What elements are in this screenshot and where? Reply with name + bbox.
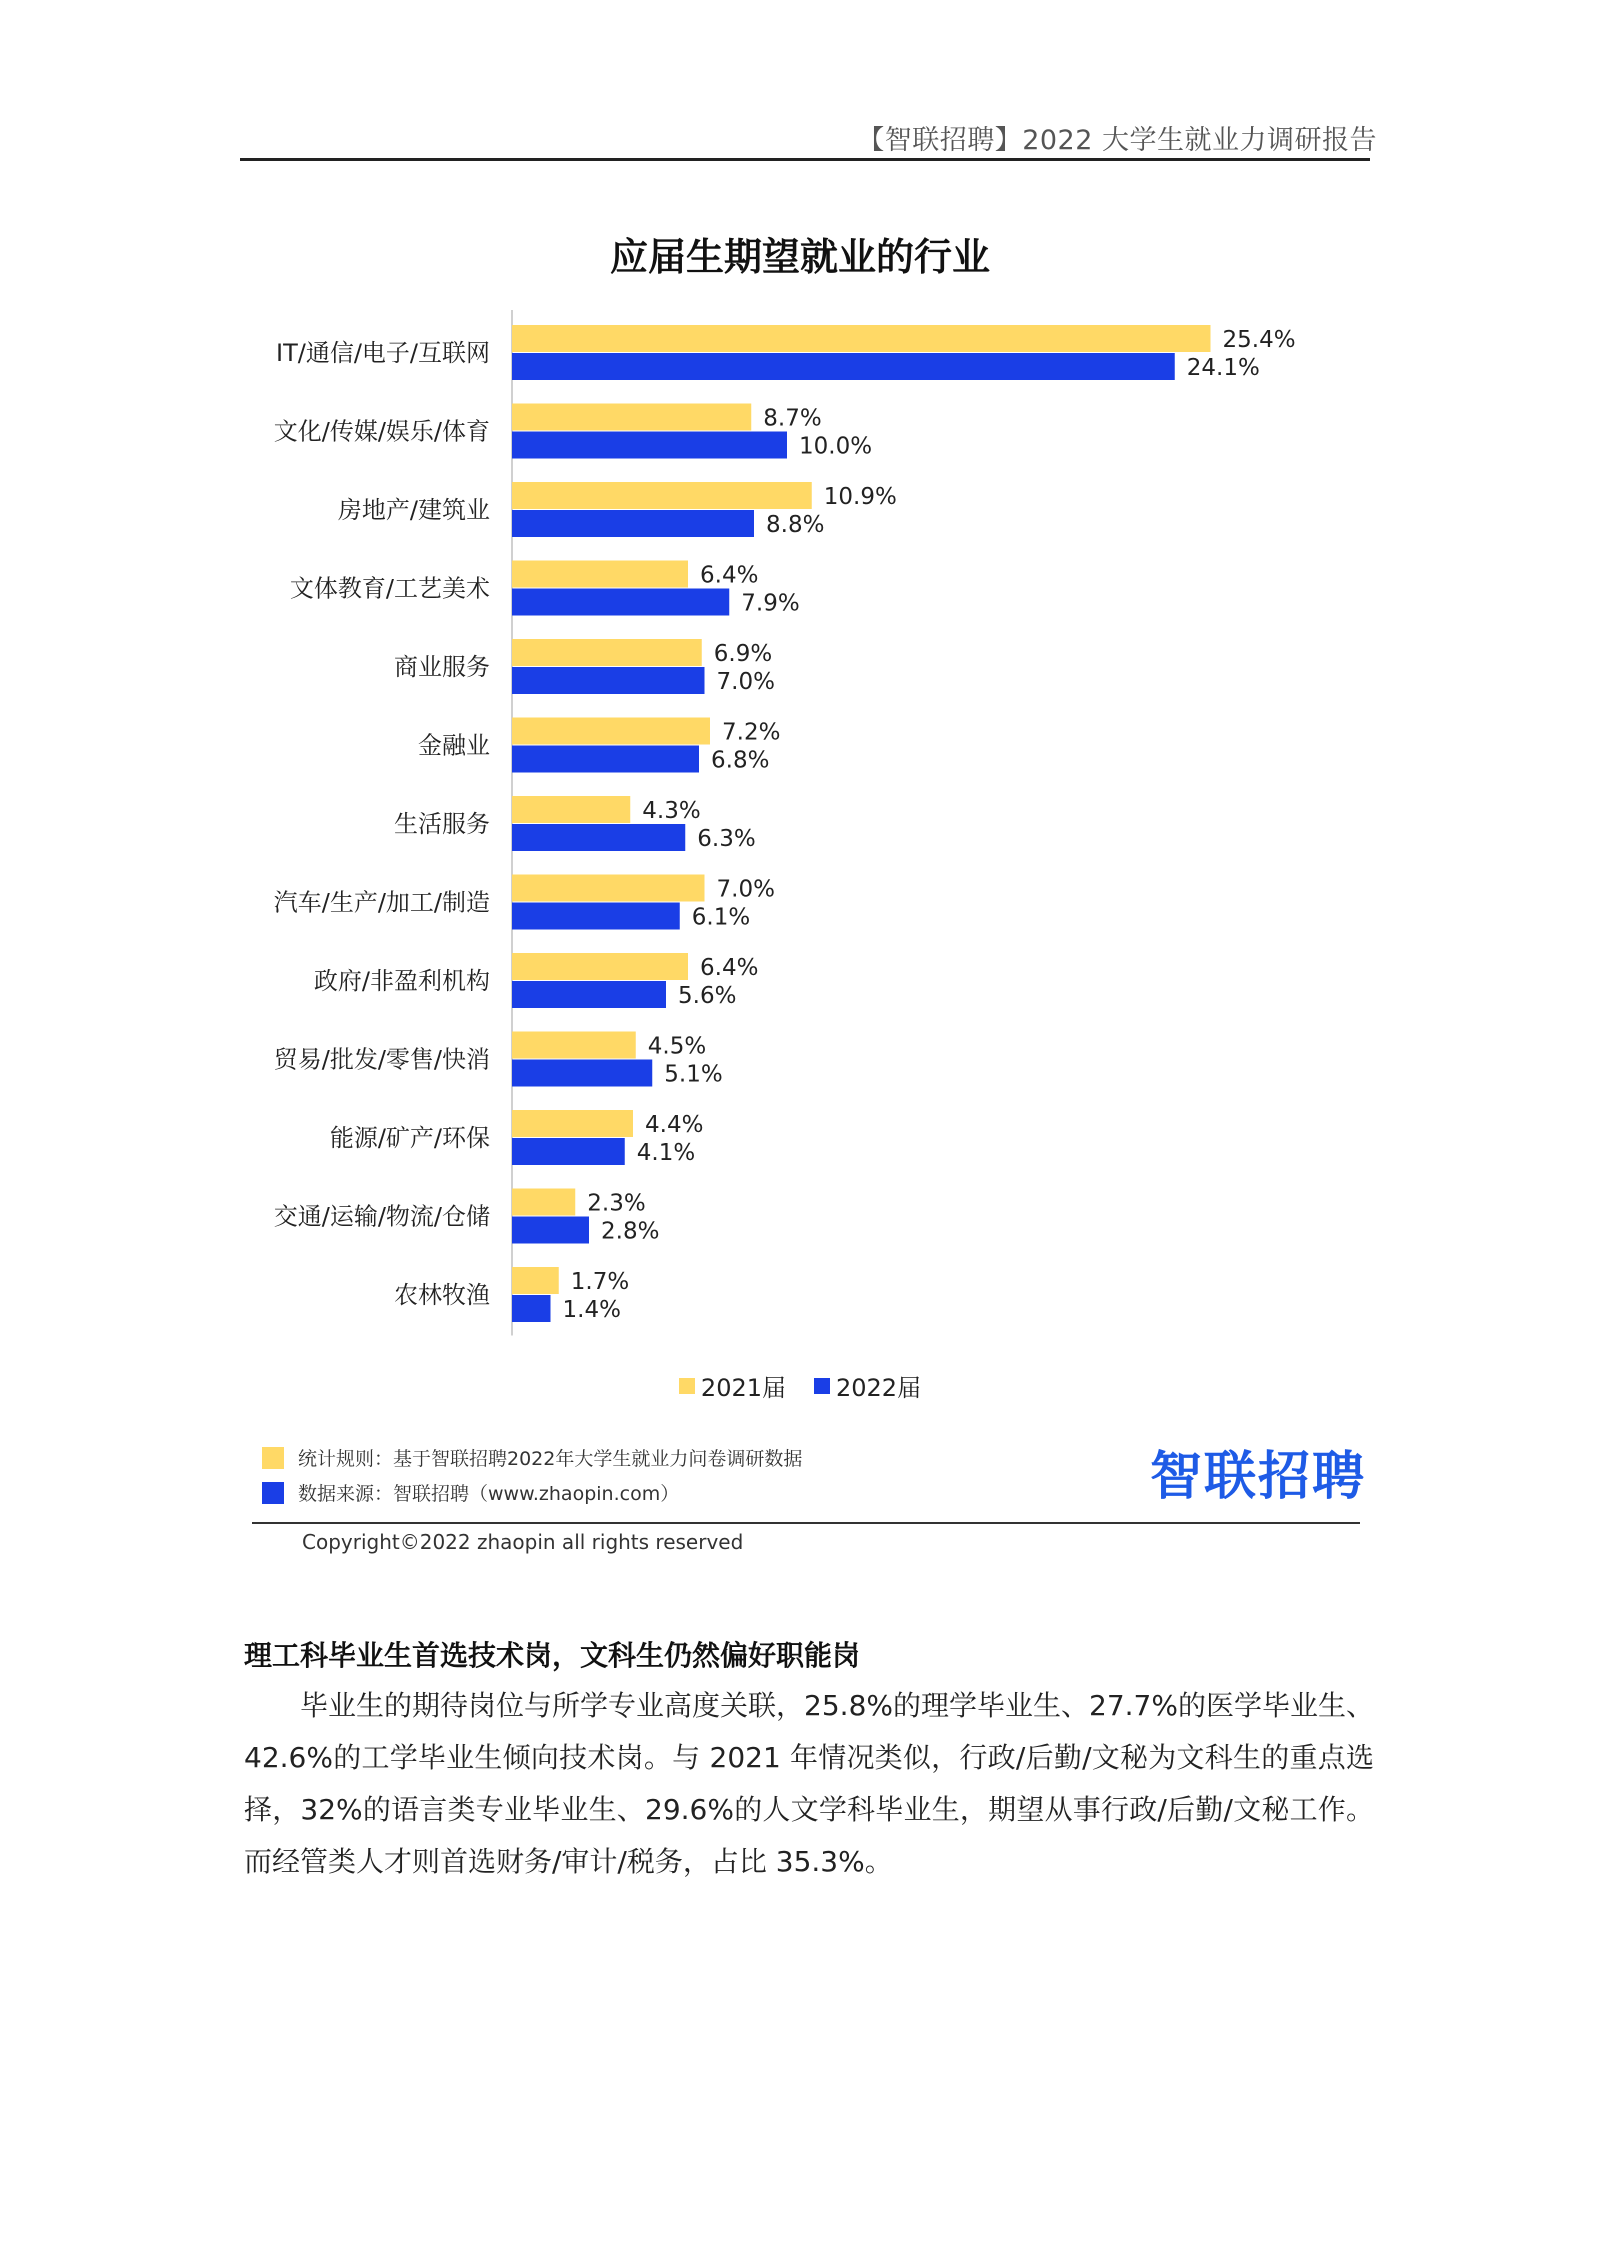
data-label-2022届: 1.4% — [562, 1297, 621, 1323]
bar-2021届 — [512, 325, 1211, 352]
chart-title: 应届生期望就业的行业 — [609, 235, 990, 279]
data-label-2022届: 7.0% — [716, 669, 775, 695]
report-header-title: 【智联招聘】2022 大学生就业力调研报告 — [857, 125, 1377, 156]
data-label-2022届: 2.8% — [601, 1218, 660, 1245]
data-label-2022届: 5.6% — [678, 983, 737, 1009]
data-label-2021届: 25.4% — [1222, 327, 1296, 353]
bar-2021届 — [512, 1032, 636, 1059]
category-label: 农林牧渔 — [394, 1281, 490, 1309]
bar-2021届 — [512, 1267, 559, 1294]
data-label-2021届: 7.2% — [722, 719, 781, 746]
bar-2022届 — [512, 903, 680, 930]
legend-item-2022 — [814, 1368, 921, 1403]
bar-2022届 — [512, 746, 699, 773]
chart-legend — [0, 1368, 1600, 1403]
data-label-2022届: 24.1% — [1186, 355, 1260, 381]
data-label-2022届: 6.3% — [697, 826, 756, 852]
note-rule-marker — [262, 1447, 284, 1469]
bar-2021届 — [512, 404, 751, 431]
data-label-2021届: 6.4% — [700, 955, 759, 981]
section-heading: 理工科毕业生首选技术岗，文科生仍然偏好职能岗 — [244, 1639, 861, 1672]
data-label-2021届: 2.3% — [587, 1190, 646, 1217]
data-label-2021届: 6.4% — [700, 562, 759, 589]
data-label-2021届: 6.9% — [713, 641, 773, 667]
note-source — [262, 1475, 802, 1510]
data-label-2021届: 8.7% — [763, 405, 822, 432]
bar-2021届 — [512, 875, 705, 902]
bar-2022届 — [512, 1060, 652, 1087]
bar-2022届 — [512, 1138, 625, 1165]
legend-swatch-2021 — [679, 1378, 695, 1394]
bar-2022届 — [512, 1217, 589, 1244]
data-label-2021届: 4.5% — [647, 1033, 707, 1060]
header-divider — [240, 158, 1370, 161]
data-label-2021届: 1.7% — [570, 1269, 630, 1295]
chart-notes — [262, 1440, 802, 1510]
bar-2022届 — [512, 981, 666, 1008]
bar-2022届 — [512, 432, 787, 459]
note-source-marker — [262, 1482, 284, 1504]
industry-bar-chart — [0, 300, 1600, 1340]
bar-2021届 — [512, 482, 812, 509]
category-label: 汽车/生产/加工/制造 — [273, 888, 490, 917]
data-label-2021届: 7.0% — [716, 876, 775, 903]
bar-2022届 — [512, 353, 1175, 380]
data-label-2022届: 7.9% — [741, 590, 800, 617]
copyright-text: Copyright©2022 zhaopin all rights reserved — [302, 1530, 744, 1554]
data-label-2022届: 10.0% — [799, 433, 873, 460]
data-label-2022届: 5.1% — [664, 1061, 723, 1088]
category-label: 文化/传媒/娱乐/体育 — [273, 417, 490, 446]
category-label: 贸易/批发/零售/快消 — [273, 1045, 490, 1074]
category-label: 商业服务 — [394, 653, 490, 681]
category-label: 能源/矿产/环保 — [329, 1124, 490, 1152]
note-rule — [262, 1440, 802, 1475]
data-label-2021届: 4.3% — [642, 798, 701, 824]
bar-2021届 — [512, 796, 630, 823]
category-label: 交通/运输/物流/仓储 — [273, 1202, 490, 1231]
bar-2022届 — [512, 824, 685, 851]
data-label-2022届: 6.8% — [711, 747, 770, 774]
bar-2021届 — [512, 718, 710, 745]
category-label: 政府/非盈利机构 — [313, 967, 490, 995]
bar-2022届 — [512, 589, 729, 616]
note-source-text: 数据来源：智联招聘（www.zhaopin.com） — [298, 1483, 680, 1505]
legend-swatch-2022 — [814, 1378, 830, 1394]
data-label-2022届: 6.1% — [691, 904, 751, 931]
data-label-2022届: 8.8% — [766, 512, 825, 538]
legend-label-2021: 2021届 — [700, 1374, 786, 1402]
bar-2021届 — [512, 1110, 633, 1137]
category-label: 文体教育/工艺美术 — [289, 574, 490, 603]
data-label-2021届: 4.4% — [645, 1112, 704, 1138]
category-label: IT/通信/电子/互联网 — [276, 339, 490, 367]
note-rule-text: 统计规则：基于智联招聘2022年大学生就业力问卷调研数据 — [298, 1448, 803, 1470]
bar-2021届 — [512, 953, 688, 980]
category-label: 生活服务 — [394, 810, 490, 838]
zhaopin-logo: 智联招聘 — [1150, 1447, 1367, 1507]
bar-2022届 — [512, 510, 754, 537]
data-label-2021届: 10.9% — [823, 484, 897, 510]
bar-2021届 — [512, 639, 702, 666]
data-label-2022届: 4.1% — [636, 1140, 696, 1166]
bar-2022届 — [512, 1295, 551, 1322]
bar-2022届 — [512, 667, 705, 694]
bar-2021届 — [512, 561, 688, 588]
section-body-paragraph: 毕业生的期待岗位与所学专业高度关联，25.8%的理学毕业生、27.7%的医学毕业生、42.6%的工学毕业生倾向技术岗。与 2021 年情况类似，行政/后勤/文秘为文科生的重点选择，32%的语言类专业毕业生、29.6%的人文学科毕业生，期望从事行政/后勤/文秘工作。而经管类人才则首选财务/审计/税务，占比 35.3%。 — [244, 1689, 1374, 1878]
legend-label-2022: 2022届 — [836, 1374, 922, 1402]
bar-2021届 — [512, 1189, 575, 1216]
category-label: 房地产/建筑业 — [337, 496, 490, 524]
legend-item-2021 — [679, 1368, 786, 1403]
footer-divider — [252, 1522, 1360, 1524]
category-label: 金融业 — [418, 731, 490, 760]
